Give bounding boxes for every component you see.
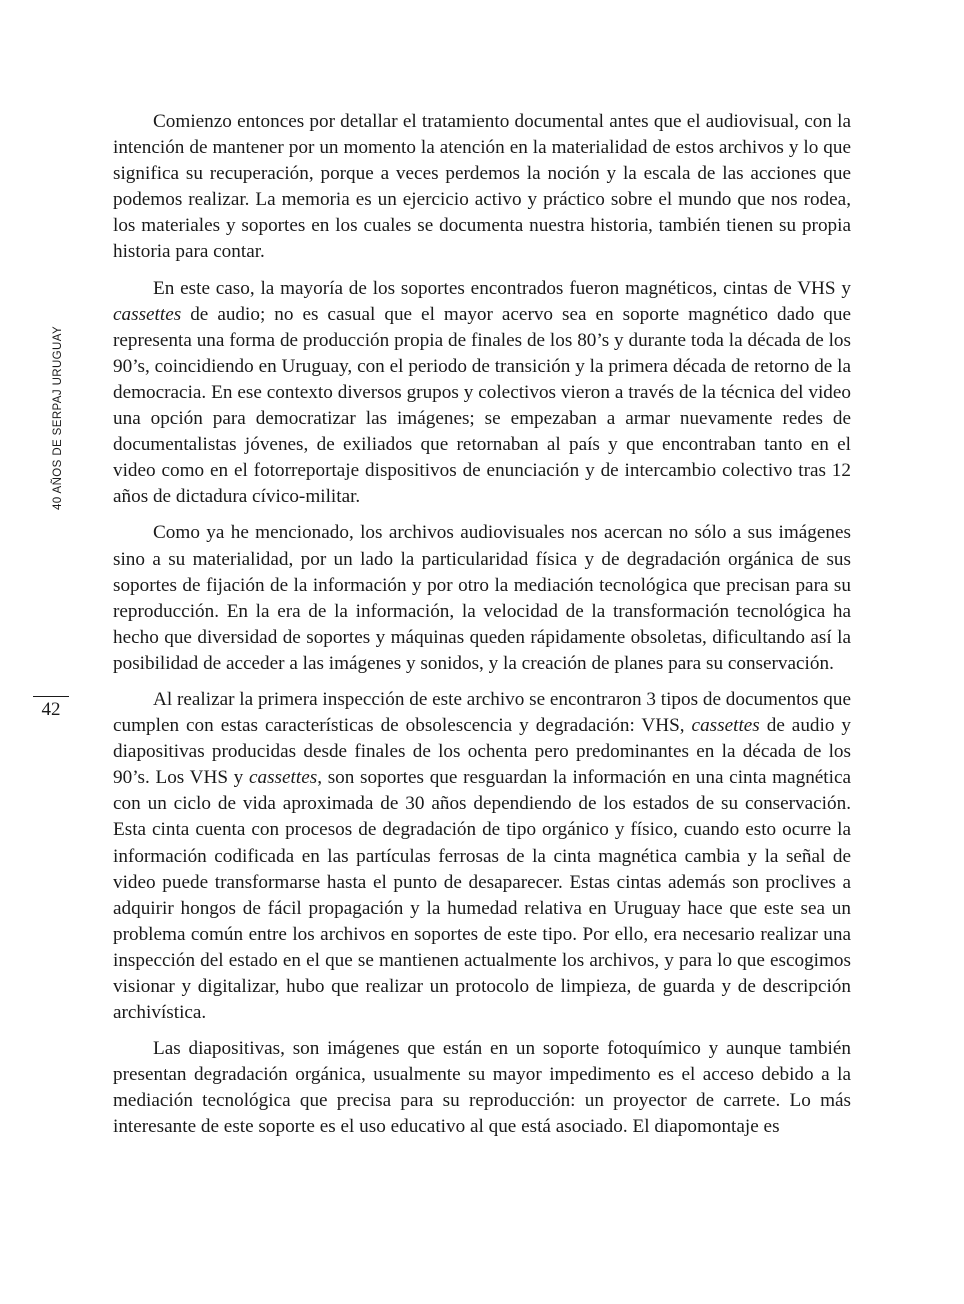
page-number: 42 [41,699,61,720]
paragraph-4: Al realizar la primera inspección de este archivo se encontraron 3 tipos de documentos que cumplen con estas características de obsolescencia y degradación: VHS, cassettes de audio y diapositivas producidas desde finales de los ochenta pero predominantes en la década de los 90’s. Los VHS y cassettes, son soportes que resguardan la información en una cinta magnética con un ciclo de vida aproximada de 30 años dependiendo de los estados de su conservación. Esta cinta cuenta con procesos de degradación de tipo orgánico y físico, cuando esto ocurre la información codificada en las partículas ferrosas de la cinta magnética cambia y la señal de video puede transformarse hasta el punto de desaparecer. Estas cintas además son proclives a adquirir hongos de fácil propagación y la humedad relativa en Uruguay hace que este sea un problema común entre los archivos en soportes de este tipo. Por ello, era necesario realizar una inspección del estado en el que se mantienen actualmente los archivos, y para lo que escogimos visionar y digitalizar, hubo que realizar un protocolo de limpieza, de guarda y de descripción archivística. [113,688,851,1024]
italic-term: cassettes [691,715,760,737]
italic-term: cassettes [113,303,182,325]
paragraph-3: Como ya he mencionado, los archivos audiovisuales nos acercan no sólo a sus imágenes sino a su materialidad, por un lado la particularidad física y de degradación orgánica de sus soportes de fijación de la información y por otro la mediación tecnológica que precisan para su reproducción. En la era de la información, la velocidad de la transformación tecnológica ha hecho que diversidad de soportes y máquinas queden rápidamente obsoletas, dificultando así la posibilidad de acceder a las imágenes y sonidos, y la creación de planes para su conservación. [113,522,851,674]
italic-term: cassettes [248,767,318,789]
page-number-rule [33,696,69,697]
body-text [113,109,851,1141]
paragraph-5: Las diapositivas, son imágenes que están en un soporte fotoquímico y aunque también presentan degradación orgánica, usualmente su mayor impedimento es el acceso debido a la mediación tecnológica que precisa para su reproducción: un proyector de carrete. Lo más interesante de este soporte es el uso educativo al que está asociado. El diapomontaje es [113,1038,851,1138]
paragraph-2: En este caso, la mayoría de los soportes encontrados fueron magnéticos, cintas de VHS y cassettes de audio; no es casual que el mayor acervo sea en soporte magnético dado que representa una forma de producción propia de finales de los 80’s y durante toda la década de los 90’s, coincidiendo en Uruguay, con el periodo de transición y la primera década de retorno de la democracia. En ese contexto diversos grupos y colectivos vieron a través de la técnica del video una opción para democratizar las imágenes; se empezaban a armar nuevamente redes de documentalistas jóvenes, de exiliados que retornaban al país y que encontraban tanto en el video como en el fotorreportaje dispositivos de enunciación y de intercambio colectivo tras 12 años de dictadura cívico-militar. [113,277,851,508]
paragraph-1: Comienzo entonces por detallar el tratamiento documental antes que el audiovisual, con la intención de mantener por un momento la atención en la materialidad de estos archivos y lo que significa su recuperación, porque a veces perdemos la noción y la escala de las acciones que podemos realizar. La memoria es un ejercicio activo y práctico sobre el mundo que nos rodea, los materiales y soportes en los cuales se documenta nuestra historia, también tienen su propia historia para contar. [113,111,851,263]
running-head: 40 AÑOS DE SERPAJ URUGUAY [52,325,64,511]
